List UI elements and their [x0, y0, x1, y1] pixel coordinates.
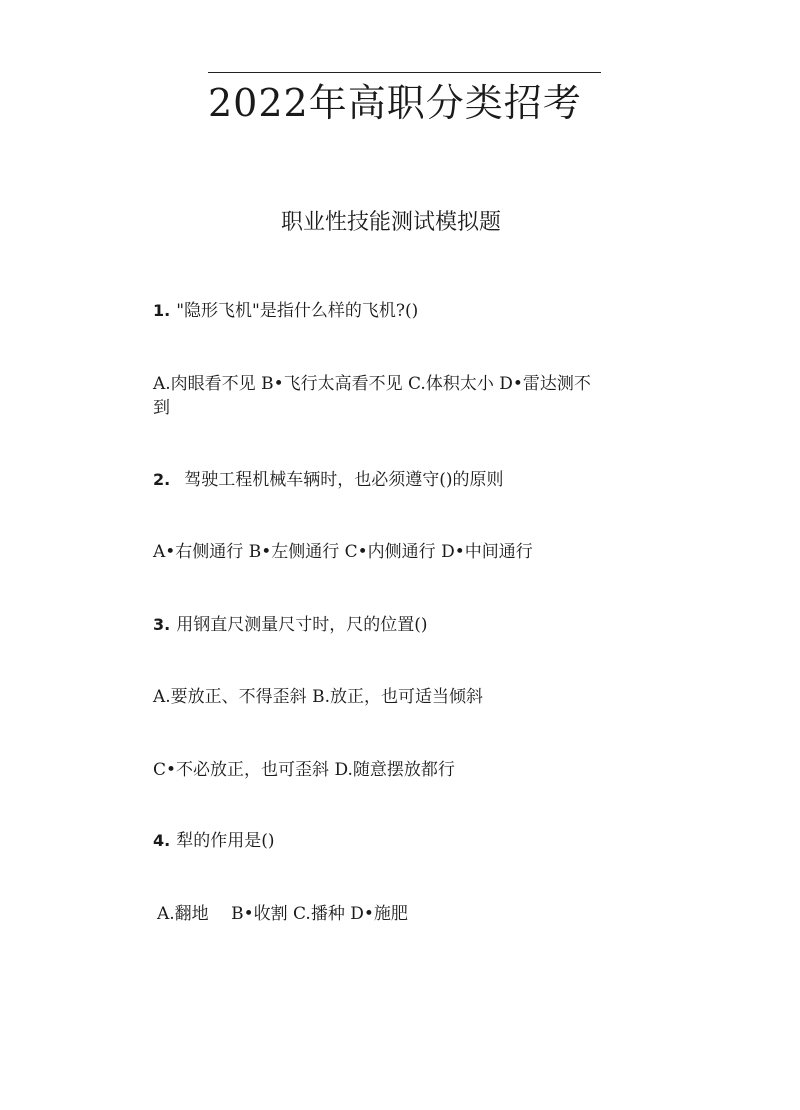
question-text: 用钢直尺测量尺寸时，尺的位置() [176, 615, 428, 635]
question-text: 犁的作用是() [176, 831, 275, 851]
question-number: 4. [153, 831, 171, 850]
question-number: 1. [153, 301, 171, 320]
question-number: 3. [153, 615, 171, 634]
question-4-options: A.翻地 B•收割 C.播种 D•施肥 [157, 904, 408, 924]
question-1 [153, 299, 418, 323]
title-top-rule [208, 72, 601, 73]
question-3-options-line-1: A.要放正、不得歪斜 B.放正，也可适当倾斜 [153, 687, 483, 707]
question-2-options: A•右侧通行 B•左侧通行 C•内侧通行 D•中间通行 [153, 542, 533, 562]
question-1-options: A.肉眼看不见 B•飞行太高看不见 C.体积太小 D•雷达测不到 [153, 374, 591, 418]
question-2 [153, 468, 503, 492]
question-text: 驾驶工程机械车辆时，也必须遵守()的原则 [184, 470, 504, 490]
document-title: 2022年高职分类招考 [208, 81, 582, 125]
question-4 [153, 829, 274, 853]
question-3 [153, 613, 427, 637]
question-text: "隐形飞机"是指什么样的飞机?() [176, 301, 419, 321]
document-subtitle: 职业性技能测试模拟题 [280, 210, 501, 235]
question-number: 2. [153, 470, 171, 489]
question-3-options-line-2: C•不必放正，也可歪斜 D.随意摆放都行 [153, 760, 455, 780]
